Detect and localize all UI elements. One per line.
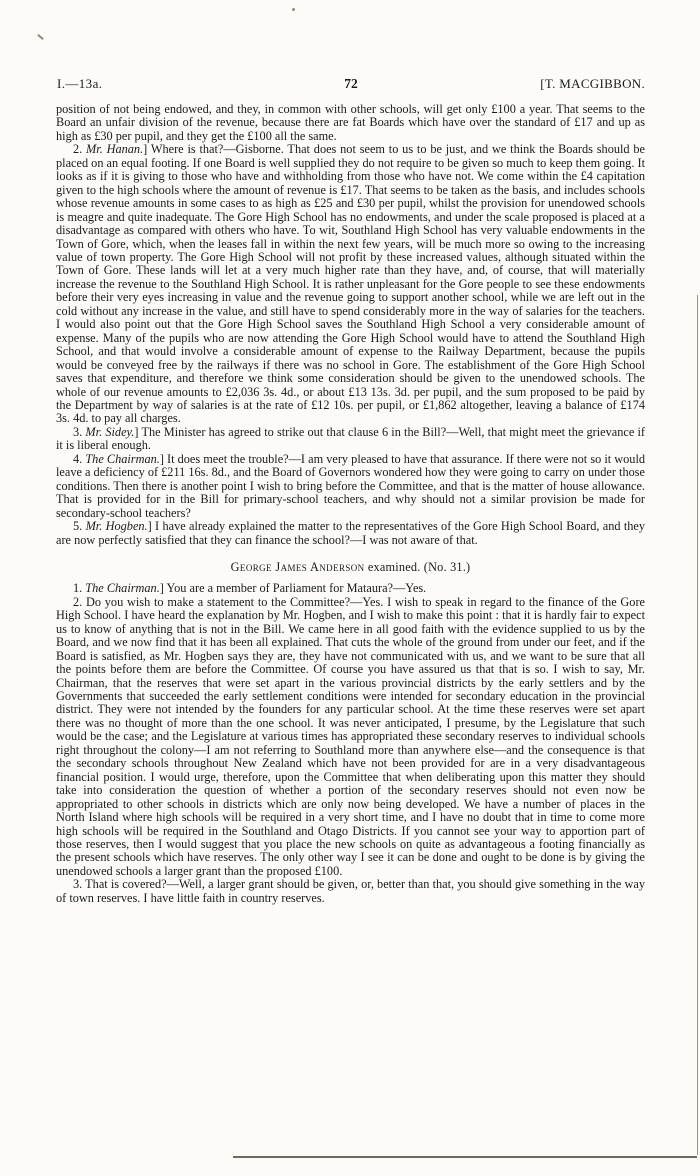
- testimony-paragraph: 1. The Chairman.] You are a member of Parliament for Mataura?—Yes.: [73, 581, 427, 596]
- scan-speck: [37, 34, 44, 40]
- testimony-paragraph: 5. Mr. Hogben.] I have already explained the matter to the representatives of the Gore High School Board, and they are now perfectly satisfied that they can finance the school?—I was not aware of that.: [56, 519, 645, 547]
- witness-name-header: [T. MACGIBBON.: [540, 76, 645, 91]
- testimony-paragraph: 3. That is covered?—Well, a larger grant should be given, or, better than that, you should give something in the way of town reserves. I have little faith in country reserves.: [56, 877, 645, 905]
- testimony-paragraph: position of not being endowed, and they, in common with other schools, will get only £100 a year. That seems to the Board an unfair division of the revenue, because there are fat Boards which have over the standard of £17 and up as high as £30 per pupil, and they get the £100 all the same.: [56, 102, 645, 143]
- page-number: 72: [344, 76, 358, 91]
- testimony-paragraph: 4. The Chairman.] It does meet the trouble?—I am very pleased to have that assurance. If there were not so it would leave a deficiency of £211 16s. 8d., and the Board of Governors wondered how they were going to carry on under those conditions. Then there is another point I wish to bring before the Committee, and that is the matter of house allowance. That is provided for in the Bill for primary-school teachers, and why should not a similar provision be made for secondary-school teachers?: [56, 451, 646, 520]
- testimony-paragraph: 3. Mr. Sidey.] The Minister has agreed to strike out that clause 6 in the Bill?—Well, that might meet the grievance if it is liberal enough.: [56, 424, 645, 453]
- transcript-body: [56, 103, 645, 905]
- scan-edge-bottom: [233, 1156, 697, 1158]
- testimony-paragraph: 2. Mr. Hanan.] Where is that?—Gisborne. That does not seem to us to be just, and we think the Boards should be placed on an equal footing. If one Board is well supplied they do not require to be given so much to keep them going. It looks as if it is giving to those who have and withholding from those who have not. We come within the £4 capitation given to the high schools where the amount of revenue is £17. That seems to be taken as the basis, and includes schools whose revenue amounts in some cases to as high as £25 and £30 per pupil, whilst the provision for unendowed schools is meagre and quite inadequate. The Gore High School has no endowments, and under the scale proposed is placed at a disadvantage as compared with others who have. To wit, Southland High School has very valuable endowments in the Town of Gore, which, when the leases fall in within the next few years, will be much more so owing to the increasing value of town property. The Gore High School will not profit by these increased values, although situated within the Town of Gore. These lands will let at a very much higher rate than they have, and, of course, that will materially increase the revenue to the Southland High School. It is rather unpleasant for the Gore people to see these endowments before their very eyes increasing in value and the revenue going to support another school, while we are left out in the cold without any increase in the value, and still have to spend considerably more in the way of salaries for the teachers. I would also point out that the Gore High School saves the Southland High School a very considerable amount of expense. Many of the pupils who are now attending the Gore High School would have to attend the Southland High School, and that would involve a considerable amount of expense to the Railway Department, because the pupils would be conveyed free by the railways if there was no school in Gore. The establishment of the Gore High School saves that expenditure, and therefore we think some consideration should be given to the unendowed schools. The whole of our revenue amounts to £2,036 3s. 4d., or about £13 13s. 3d. per pupil, and the sum proposed to be paid by the Department by way of salaries is at the rate of £12 10s. per pupil, or £1,862 altogether, leaving a balance of £174 3s. 4d. to pay all charges.: [56, 142, 645, 426]
- scan-speck: [292, 8, 295, 11]
- document-reference: I.—13a.: [57, 76, 103, 91]
- section-heading: George James Anderson examined. (No. 31.): [230, 559, 471, 574]
- scan-edge-right: [697, 295, 698, 1155]
- testimony-paragraph: 2. Do you wish to make a statement to the Committee?—Yes. I wish to speak in regard to the finance of the Gore High School. I have heard the explanation by Mr. Hogben, and I wish to make this point : that it is hardly fair to expect us to know of anything that is not in the Bill. We came here in all good faith with the evidence supplied to us by the Board, and we now find that it has been all explained. That cuts the whole of the ground from under our feet, and if the Board is satisfied, as Mr. Hogben says they are, they have not communicated with us, and we want to be sure that all the points before them are before the Committee. Of course you have assured us that that is so. I wish to say, Mr. Chairman, that the reserves that were set apart in the various provincial districts by the early settlers and by the Governments that succeeded the early settlement conditions were intended for secondary education in the provincial district. They were not intended by the founders for any particular school. At the time these reserves were set apart there was no thought of more than the one school. It was never anticipated, I presume, by the Legislature that such would be the case; and the Legislature at various times has appropriated these secondary reserves to individual schools right throughout the colony—I am not referring to Southland more than anywhere else—and the consequence is that the secondary schools throughout New Zealand which have not been provided for are in a very disadvantageous financial position. I would urge, therefore, upon the Committee that when deliberating upon this matter they should take into consideration the question of whether a portion of the secondary reserves should not even now be appropriated to other schools in districts which are only now being developed. We have a number of places in the North Island where high schools will be required in a very short time, and I have no doubt that in time to come more high schools will be required in the Southland and Otago Districts. If you cannot see your way to apportion part of those reserves, then I would suggest that you place the new schools on quite as advantageous a footing financially as the present schools which have reserves. The only other way I see it can be done and ought to be done is by giving the unendowed schools a larger grant than the proposed £100.: [56, 594, 645, 878]
- running-header: [57, 76, 645, 92]
